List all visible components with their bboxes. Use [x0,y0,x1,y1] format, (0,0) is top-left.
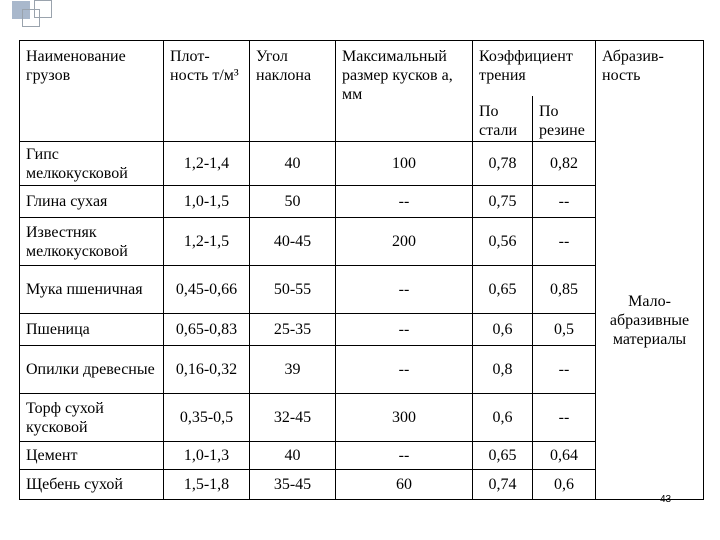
cell-rubber: 0,85 [533,266,596,314]
cell-name: Глина сухая [20,186,164,218]
cell-steel: 0,8 [473,346,533,394]
cell-steel: 0,75 [473,186,533,218]
cell-name: Гипс мелкокусковой [20,142,164,186]
cell-steel: 0,65 [473,266,533,314]
cell-name: Торф сухой кусковой [20,394,164,442]
cell-density: 0,45-0,66 [164,266,250,314]
cell-density: 1,2-1,5 [164,218,250,266]
cell-density: 0,65-0,83 [164,314,250,346]
cell-density: 0,16-0,32 [164,346,250,394]
cell-name: Мука пшеничная [20,266,164,314]
cell-steel: 0,74 [473,470,533,500]
cell-steel: 0,65 [473,442,533,470]
cell-size: 60 [336,470,473,500]
cell-steel: 0,6 [473,394,533,442]
cell-name: Цемент [20,442,164,470]
cell-density: 0,35-0,5 [164,394,250,442]
cell-rubber: -- [533,186,596,218]
header-friction-rubber: По резине [533,96,596,142]
header-abrasive: Абразив-ность [596,41,704,142]
cell-name: Пшеница [20,314,164,346]
cell-size: -- [336,346,473,394]
cell-rubber: 0,82 [533,142,596,186]
cell-size: 100 [336,142,473,186]
cell-size: 200 [336,218,473,266]
cell-angle: 40-45 [250,218,336,266]
cell-rubber: 0,6 [533,470,596,500]
cell-density: 1,0-1,3 [164,442,250,470]
page-number: 43 [660,494,672,505]
header-row [20,41,704,96]
header-density: Плот-ность т/м³ [164,41,250,142]
cell-name: Щебень сухой [20,470,164,500]
header-max-size: Максимальный размер кусков а, мм [336,41,473,142]
cell-density: 1,2-1,4 [164,142,250,186]
cell-abrasive-group: Мало-абразивные материалы [596,142,704,500]
cell-steel: 0,6 [473,314,533,346]
cell-rubber: 0,64 [533,442,596,470]
header-friction-steel: По стали [473,96,533,142]
cell-angle: 32-45 [250,394,336,442]
cell-name: Опилки древесные [20,346,164,394]
cell-steel: 0,56 [473,218,533,266]
cargo-properties-table [19,40,704,500]
header-angle: Угол наклона [250,41,336,142]
cell-density: 1,0-1,5 [164,186,250,218]
cell-rubber: -- [533,218,596,266]
cell-size: -- [336,314,473,346]
cell-rubber: 0,5 [533,314,596,346]
cell-angle: 40 [250,142,336,186]
cell-density: 1,5-1,8 [164,470,250,500]
header-friction: Коэффициент трения [473,41,596,96]
cell-name: Известняк мелкокусковой [20,218,164,266]
cell-angle: 50 [250,186,336,218]
cell-angle: 35-45 [250,470,336,500]
decor-square-outline [34,0,52,18]
cell-size: -- [336,266,473,314]
cell-angle: 40 [250,442,336,470]
cell-size: -- [336,442,473,470]
header-name: Наименование грузов [20,41,164,142]
cell-steel: 0,78 [473,142,533,186]
cell-angle: 25-35 [250,314,336,346]
cell-size: -- [336,186,473,218]
table-row [20,142,704,186]
cell-size: 300 [336,394,473,442]
cell-angle: 50-55 [250,266,336,314]
cell-rubber: -- [533,394,596,442]
cell-rubber: -- [533,346,596,394]
cell-angle: 39 [250,346,336,394]
